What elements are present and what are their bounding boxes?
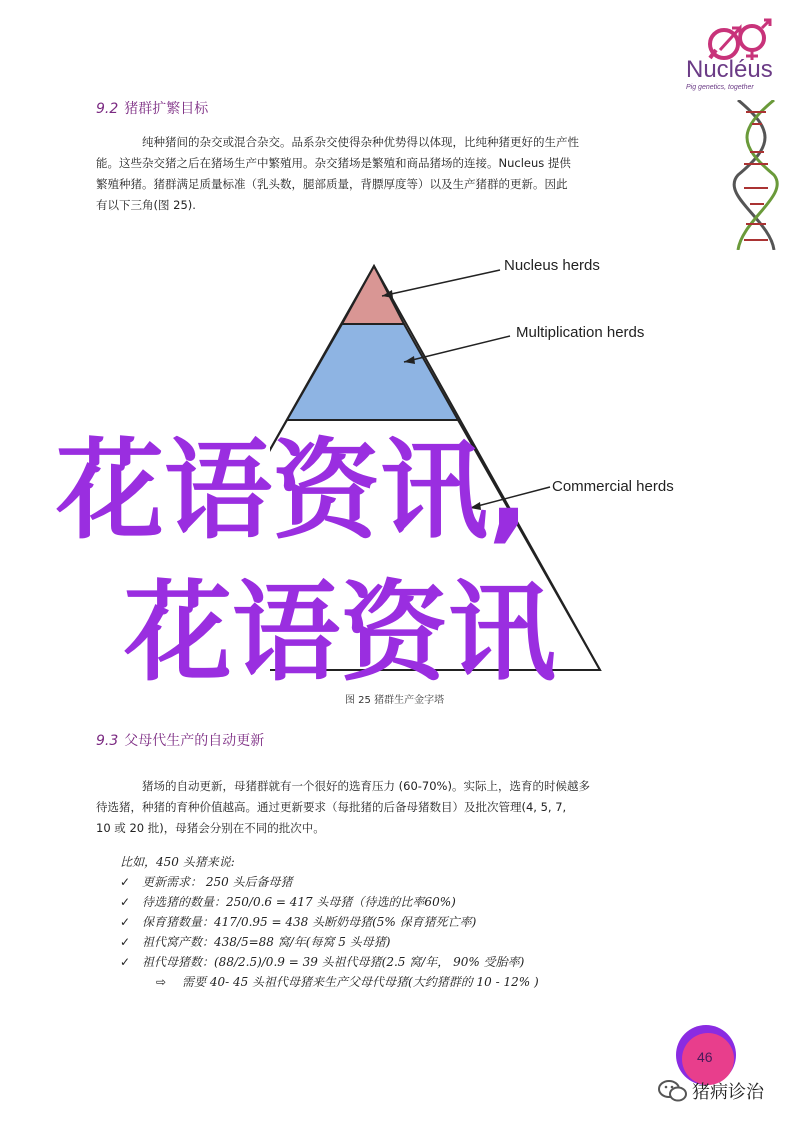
example-intro: 比如，450 头猪来说:: [120, 855, 235, 869]
wechat-icon: [658, 1078, 688, 1104]
page-number: 46: [697, 1049, 713, 1065]
list-item-text: 待选猪的数量：250/0.6 = 417 头母猪（待选的比率60%): [142, 895, 456, 909]
nucleus-label-arrow: [382, 270, 500, 296]
section-number: 9.3: [96, 733, 119, 749]
nucleus-tagline: Pig genetics, together: [686, 84, 754, 91]
overlay-text-line-1: 花语资讯,: [56, 429, 530, 554]
paragraph-line: 猪场的自动更新，母猪群就有一个很好的选育压力 (60-70%)。实际上，选育的时候越多: [142, 779, 590, 793]
section-9-3-heading: [96, 730, 264, 750]
list-item-text: 祖代窝产数：438/5=88 窝/年(每窝 5 头母猪): [142, 935, 391, 949]
checkmark-icon: ✓: [120, 935, 131, 949]
multiplication-herds-label: Multiplication herds: [516, 324, 645, 341]
checkmark-icon: ✓: [120, 915, 131, 929]
paragraph-line: 纯种猪间的杂交或混合杂交。品系杂交使得杂种优势得以体现，比纯种猪更好的生产性: [142, 135, 579, 149]
checkmark-icon: ✓: [120, 875, 131, 889]
list-item: [120, 893, 456, 910]
conclusion-text: 需要 40- 45 头祖代母猪来生产父母代母猪(大约猪群的 10 - 12% ): [182, 975, 539, 989]
checkmark-icon: ✓: [120, 955, 131, 969]
overlay-text-line-2: 花语资讯: [124, 571, 557, 696]
paragraph-line: 10 或 20 批)，母猪会分别在不同的批次中。: [96, 821, 325, 835]
list-item-text: 保育猪数量：417/0.95 = 438 头断奶母猪(5% 保育猪死亡率): [142, 915, 477, 929]
list-item-text: 祖代母猪数：(88/2.5)/0.9 = 39 头祖代母猪(2.5 窝/年， 90% 受胎率): [142, 955, 525, 969]
footer-watermark: 猪病诊治: [692, 1082, 764, 1103]
section-9-2-paragraph: [96, 132, 706, 216]
list-item-text: 更新需求： 250 头后备母猪: [142, 875, 293, 889]
list-conclusion: [156, 973, 539, 990]
paragraph-line: 繁殖种猪。猪群满足质量标准（乳头数，腿部质量，背膘厚度等）以及生产猪群的更新。因此: [96, 177, 568, 191]
nucleus-wordmark: Nucléus: [686, 56, 773, 83]
paragraph-line: 能。这些杂交猪之后在猪场生产中繁殖用。杂交猪场是繁殖和商品猪场的连接。Nucleus 提供: [96, 156, 571, 170]
pyramid-tier-nucleus: [342, 266, 404, 324]
section-title: 父母代生产的自动更新: [124, 733, 265, 749]
list-item: [120, 953, 524, 970]
checkmark-icon: ✓: [120, 895, 131, 909]
figure-caption: 图 25 猪群生产金字塔: [345, 695, 445, 706]
section-9-3-paragraph: [96, 776, 706, 839]
commercial-herds-label: Commercial herds: [552, 478, 674, 495]
section-9-2-heading: [96, 98, 208, 118]
list-item: [120, 933, 390, 950]
paragraph-line: 有以下三角(图 25).: [96, 198, 196, 212]
dna-helix-icon: [730, 100, 782, 250]
nucleus-herds-label: Nucleus herds: [504, 257, 600, 274]
section-title: 猪群扩繁目标: [124, 101, 209, 117]
list-item: [120, 913, 476, 930]
list-item: [120, 873, 293, 890]
section-number: 9.2: [96, 101, 119, 117]
arrow-right-icon: ⇨: [156, 975, 167, 989]
paragraph-line: 待选猪，种猪的育种价值越高。通过更新要求（每批猪的后备母猪数目）及批次管理(4, 5, 7,: [96, 800, 567, 814]
